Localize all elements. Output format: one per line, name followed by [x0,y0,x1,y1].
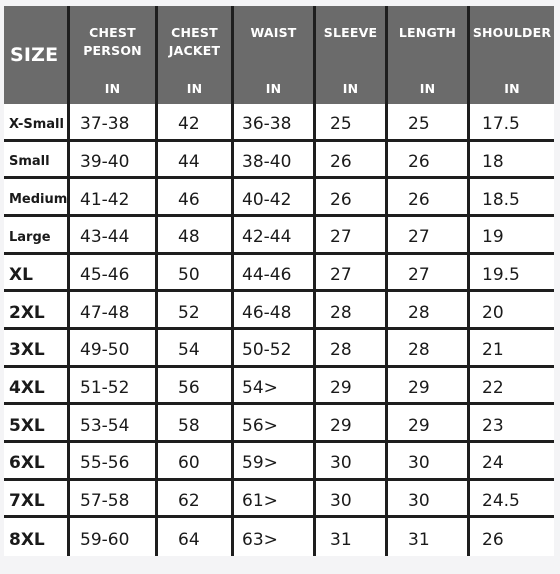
cell-size: 6XL [4,443,70,481]
size-chart-header [4,6,554,104]
cell-size: Large [4,217,70,255]
cell-length: 28 [388,330,470,368]
cell-length: 29 [388,405,470,443]
table-row [4,292,554,330]
cell-size: Small [4,142,70,180]
cell-length: 25 [388,104,470,142]
cell-chest-jacket: 52 [158,292,234,330]
cell-sleeve: 25 [316,104,388,142]
table-row [4,368,554,406]
cell-length: 26 [388,179,470,217]
column-header-label: SIZE [10,44,59,66]
header-row [4,6,554,104]
cell-sleeve: 31 [316,518,388,556]
cell-waist: 56> [234,405,316,443]
cell-sleeve: 28 [316,330,388,368]
cell-chest-jacket: 42 [158,104,234,142]
column-header-unit: IN [265,81,282,96]
cell-chest-jacket: 58 [158,405,234,443]
table-row [4,104,554,142]
cell-waist: 44-46 [234,255,316,293]
table-row [4,481,554,519]
size-chart-body [4,104,554,556]
cell-size: 3XL [4,330,70,368]
cell-waist: 36-38 [234,104,316,142]
column-header-unit: IN [342,81,359,96]
cell-chest-person: 47-48 [70,292,158,330]
cell-chest-jacket: 62 [158,481,234,519]
column-header-label: SLEEVE [323,25,378,40]
cell-length: 31 [388,518,470,556]
column-header-label: WAIST [250,25,297,40]
cell-shoulder: 22 [470,368,554,406]
cell-chest-person: 59-60 [70,518,158,556]
table-row [4,405,554,443]
table-row [4,518,554,556]
cell-sleeve: 30 [316,481,388,519]
cell-sleeve: 29 [316,405,388,443]
cell-waist: 61> [234,481,316,519]
cell-shoulder: 19.5 [470,255,554,293]
cell-length: 27 [388,217,470,255]
column-header-unit: IN [104,81,121,96]
cell-sleeve: 28 [316,292,388,330]
cell-chest-jacket: 56 [158,368,234,406]
column-header-chest-person [70,6,158,104]
cell-chest-person: 55-56 [70,443,158,481]
column-header-waist [234,6,316,104]
cell-chest-person: 41-42 [70,179,158,217]
column-header-sleeve [316,6,388,104]
column-header-size [4,6,70,104]
cell-size: XL [4,255,70,293]
cell-waist: 63> [234,518,316,556]
column-header-unit: IN [186,81,203,96]
cell-chest-person: 45-46 [70,255,158,293]
cell-length: 26 [388,142,470,180]
table-row [4,217,554,255]
cell-shoulder: 21 [470,330,554,368]
cell-waist: 40-42 [234,179,316,217]
cell-chest-jacket: 48 [158,217,234,255]
column-header-label: LENGTH [398,25,457,40]
cell-shoulder: 19 [470,217,554,255]
cell-sleeve: 26 [316,142,388,180]
table-row [4,330,554,368]
cell-chest-jacket: 54 [158,330,234,368]
cell-chest-person: 51-52 [70,368,158,406]
column-header-label: SHOULDER [472,25,552,40]
cell-size: 7XL [4,481,70,519]
cell-sleeve: 27 [316,217,388,255]
table-row [4,255,554,293]
cell-chest-jacket: 50 [158,255,234,293]
cell-chest-person: 53-54 [70,405,158,443]
cell-size: 4XL [4,368,70,406]
cell-chest-jacket: 46 [158,179,234,217]
cell-size: 2XL [4,292,70,330]
cell-shoulder: 20 [470,292,554,330]
cell-size: Medium [4,179,70,217]
size-chart-table [4,6,554,556]
cell-sleeve: 29 [316,368,388,406]
cell-waist: 42-44 [234,217,316,255]
column-header-shoulder [470,6,554,104]
cell-shoulder: 26 [482,530,504,551]
cell-sleeve: 30 [316,443,388,481]
cell-sleeve: 26 [316,179,388,217]
cell-waist: 54> [234,368,316,406]
table-row [4,142,554,180]
cell-waist: 38-40 [234,142,316,180]
cell-size: 5XL [4,405,70,443]
cell-chest-jacket: 44 [158,142,234,180]
cell-shoulder: 24.5 [470,481,554,519]
cell-shoulder: 24 [470,443,554,481]
column-header-unit: IN [504,81,520,96]
cell-waist: 59> [234,443,316,481]
cell-size: 8XL [4,518,70,556]
cell-size: X-Small [4,104,70,142]
table-row [4,443,554,481]
cell-sleeve: 27 [316,255,388,293]
cell-chest-person: 39-40 [70,142,158,180]
cell-chest-person: 57-58 [70,481,158,519]
cell-length: 30 [388,481,470,519]
cell-waist: 46-48 [234,292,316,330]
table-row [4,179,554,217]
column-header-unit: IN [419,81,436,96]
cell-chest-person: 49-50 [70,330,158,368]
column-header-label: CHEST JACKET [168,25,221,58]
cell-shoulder: 17.5 [470,104,554,142]
cell-length: 27 [388,255,470,293]
column-header-label: CHEST PERSON [83,25,142,58]
cell-chest-person: 43-44 [70,217,158,255]
cell-chest-jacket: 64 [158,518,234,556]
cell-chest-person: 37-38 [70,104,158,142]
column-header-chest-jacket [158,6,234,104]
cell-shoulder: 18 [470,142,554,180]
cell-length: 30 [388,443,470,481]
cell-shoulder: 23 [470,405,554,443]
cell-length: 29 [388,368,470,406]
cell-shoulder: 18.5 [470,179,554,217]
cell-chest-jacket: 60 [158,443,234,481]
cell-length: 28 [388,292,470,330]
cell-waist: 50-52 [234,330,316,368]
column-header-length [388,6,470,104]
